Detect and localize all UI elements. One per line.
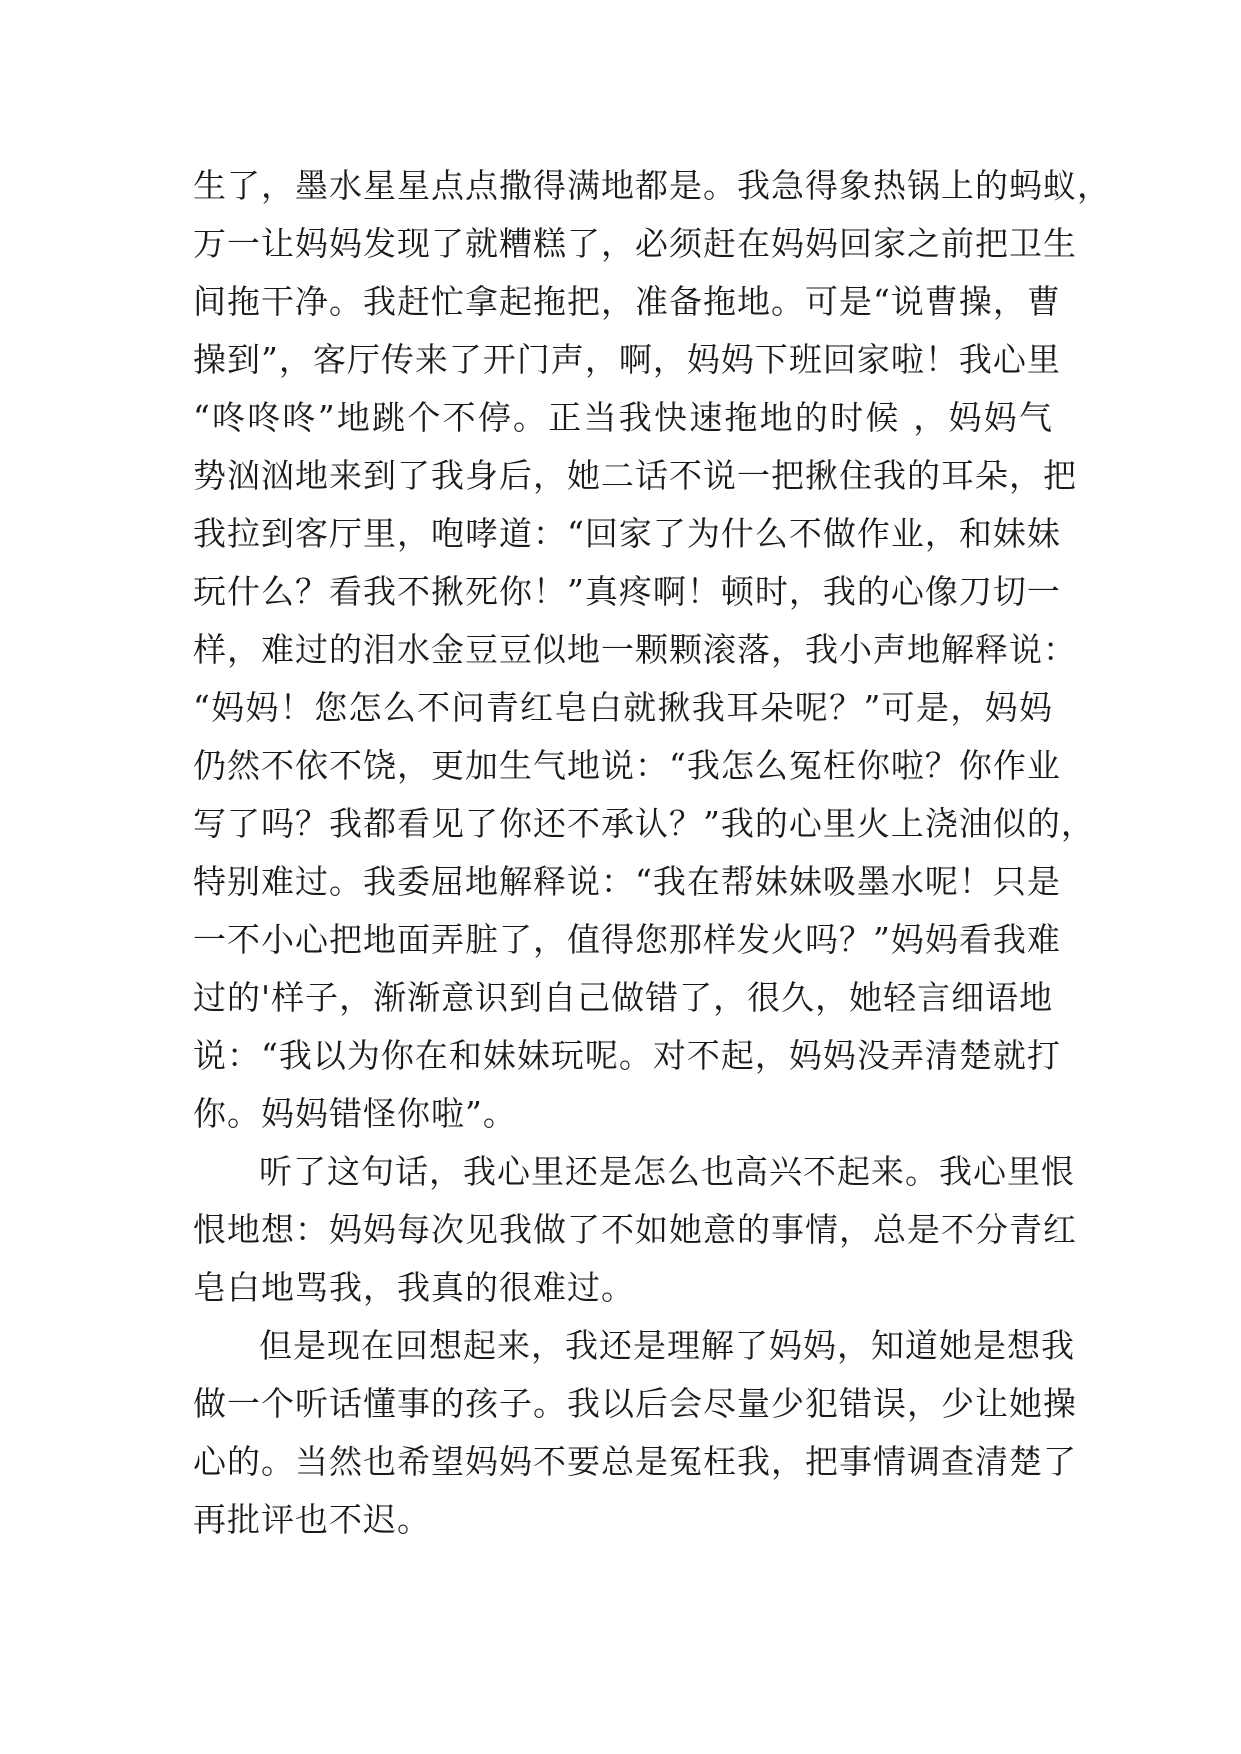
text-line: 写了吗？我都看见了你还不承认？”我的心里火上浇油似的， <box>193 804 1095 843</box>
text-line: 万一让妈妈发现了就糟糕了，必须赶在妈妈回家之前把卫生 <box>193 224 1077 263</box>
text-line: 皂白地骂我，我真的很难过。 <box>193 1268 635 1307</box>
paragraph-first-line: 但是现在回想起来，我还是理解了妈妈，知道她是想我 <box>259 1326 1075 1365</box>
text-line: 特别难过。我委屈地解释说：“我在帮妹妹吸墨水呢！只是 <box>193 862 1061 901</box>
text-line: 样，难过的泪水金豆豆似地一颗颗滚落，我小声地解释说： <box>193 630 1077 669</box>
text-line: “咚咚咚”地跳个不停。正当我快速拖地的时候 ，妈妈气 <box>193 398 1053 437</box>
text-line: 恨地想：妈妈每次见我做了不如她意的事情，总是不分青红 <box>193 1210 1077 1249</box>
essay-text <box>193 157 1111 1549</box>
text-line: 玩什么？看我不揪死你！”真疼啊！顿时，我的心像刀切一 <box>193 572 1061 611</box>
text-line: 我拉到客厅里，咆哮道：“回家了为什么不做作业，和妹妹 <box>193 514 1061 553</box>
text-line: “妈妈！您怎么不问青红皂白就揪我耳朵呢？”可是，妈妈 <box>193 688 1053 727</box>
text-line: 心的。当然也希望妈妈不要总是冤枉我，把事情调查清楚了 <box>193 1442 1077 1481</box>
text-line: 做一个听话懂事的孩子。我以后会尽量少犯错误，少让她操 <box>193 1384 1077 1423</box>
text-line: 间拖干净。我赶忙拿起拖把，准备拖地。可是“说曹操，曹 <box>193 282 1061 321</box>
text-line: 再批评也不迟。 <box>193 1500 431 1539</box>
text-line: 你。妈妈错怪你啦”。 <box>193 1094 517 1133</box>
text-line: 说：“我以为你在和妹妹玩呢。对不起，妈妈没弄清楚就打 <box>193 1036 1061 1075</box>
text-line: 仍然不依不饶，更加生气地说：“我怎么冤枉你啦？你作业 <box>193 746 1061 785</box>
text-line: 势汹汹地来到了我身后，她二话不说一把揪住我的耳朵，把 <box>193 456 1077 495</box>
paragraph-first-line: 听了这句话，我心里还是怎么也高兴不起来。我心里恨 <box>259 1152 1075 1191</box>
text-line: 生了，墨水星星点点撒得满地都是。我急得象热锅上的蚂蚁， <box>193 166 1111 205</box>
text-line: 操到”，客厅传来了开门声，啊，妈妈下班回家啦！我心里 <box>193 340 1061 379</box>
text-line: 一不小心把地面弄脏了，值得您那样发火吗？”妈妈看我难 <box>193 920 1061 959</box>
text-line: 过的'样子，渐渐意识到自己做错了，很久，她轻言细语地 <box>193 978 1054 1017</box>
